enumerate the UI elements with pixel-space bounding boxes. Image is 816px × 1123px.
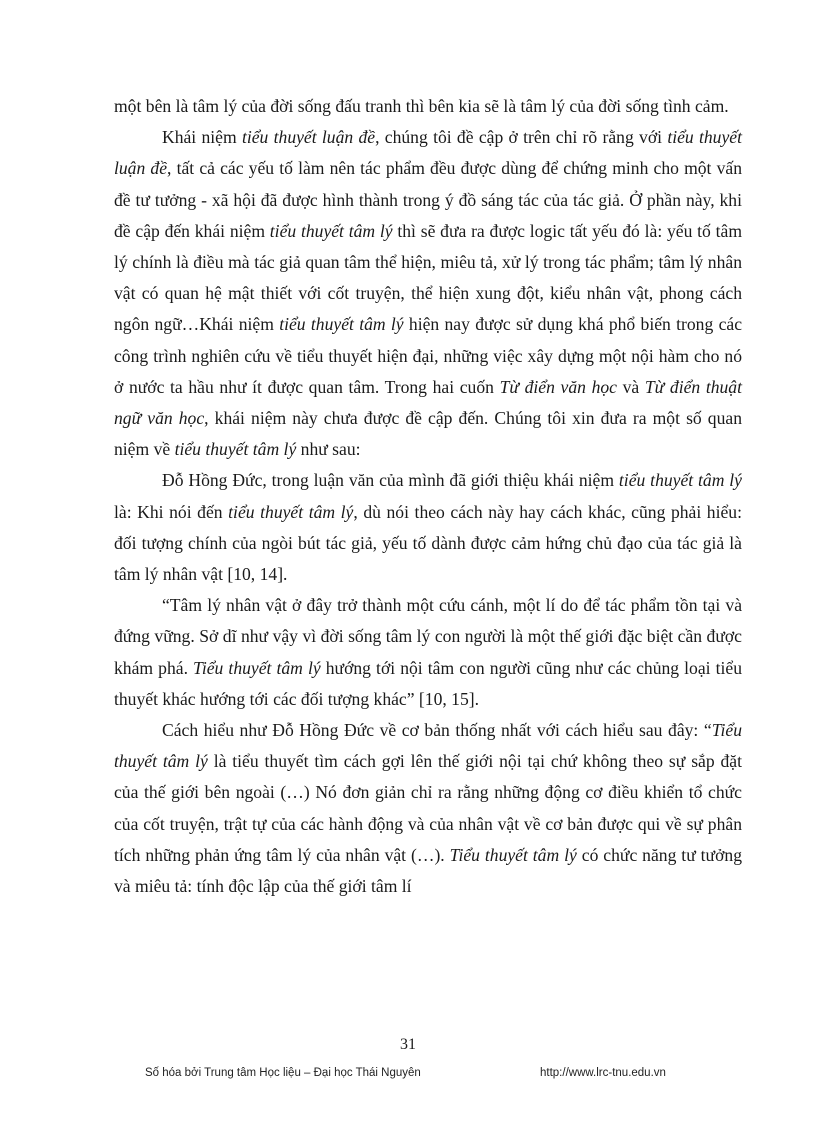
text-run: hướng tới nội tâm con người cũng như các chủng loại tiểu thuyết khác hướng tới các đối tượng khác” [10, 15]. (114, 657, 742, 709)
paragraph (114, 590, 742, 715)
text-run: một bên là tâm lý của đời sống đấu tranh thì bên kia sẽ là tâm lý của đời sống tình cảm. (114, 96, 729, 116)
text-run: như sau: (296, 439, 361, 460)
italic-term: tiểu thuyết tâm lý (174, 439, 297, 460)
text-run: , chúng tôi đề cập ở trên chỉ rõ rằng với (375, 127, 668, 148)
text-run: có chức năng tư tưởng và miêu tả: tính độc lập của thế giới tâm lí (114, 844, 742, 897)
text-run: , khái niệm này chưa được đề cập đến. Chúng tôi xin đưa ra một số quan niệm về (114, 408, 742, 460)
text-run: “Tâm lý nhân vật ở đây trở thành một cứu cánh, một lí do để tác phẩm tồn tại và đứng vững. Sở dĩ như vậy vì đời sống tâm lý con người là một thế giới đặc biệt cần được khám phá. (114, 595, 742, 678)
italic-term: Từ điển thuật ngữ văn học (114, 376, 742, 429)
paragraph (114, 715, 742, 902)
text-run: hiện nay được sử dụng khá phổ biến trong các công trình nghiên cứu về tiểu thuyết hiện đại, những việc xây dựng một nội hàm cho nó ở nước ta hầu như ít được quan tâm. Trong hai cuốn (114, 314, 742, 397)
text-run: Cách hiểu như Đỗ Hồng Đức về cơ bản thống nhất với cách hiểu sau đây: “ (162, 720, 712, 741)
text-run: , tất cả các yếu tố làm nên tác phẩm đều được dùng để chứng minh cho một vấn đề tư tưởng - xã hội đã được hình thành trong ý đồ sáng tác của tác giả. Ở phần này, khi đề cập đến khái niệm (114, 158, 742, 241)
italic-term: tiểu thuyết tâm lý (228, 501, 354, 522)
text-run: Đỗ Hồng Đức, trong luận văn của mình đã giới thiệu khái niệm (162, 470, 619, 491)
italic-term: Tiểu thuyết tâm lý (114, 720, 742, 772)
footer-url: http://www.lrc-tnu.edu.vn (540, 1067, 666, 1079)
body-text (114, 91, 742, 902)
text-run: , dù nói theo cách này hay cách khác, cũng phải hiểu: đối tượng chính của ngòi bút tác giả, yếu tố dành được cảm hứng chủ đạo của tác giả là tâm lý nhân vật [10, 14]. (114, 501, 742, 585)
italic-term: tiểu thuyết luận đề (114, 127, 742, 179)
page-number: 31 (400, 1036, 416, 1053)
italic-term: tiểu thuyết tâm lý (269, 220, 393, 241)
text-run: và (616, 376, 645, 397)
italic-term: tiểu thuyết tâm lý (279, 314, 404, 335)
italic-term: Tiểu thuyết tâm lý (193, 657, 321, 678)
italic-term: Từ điển văn học (499, 376, 617, 397)
text-run: Khái niệm (162, 127, 242, 148)
text-run: là tiểu thuyết tìm cách gợi lên thế giới nội tại chứ không theo sự sắp đặt của thế giới bên ngoài (…) Nó đơn giản chỉ ra rằng những động cơ điều khiển tổ chức của cốt truyện, trật tự của các hành động và của nhân vật về cơ bản được qui về sự phân tích những phản ứng tâm lý của nhân vật (…). (114, 751, 743, 865)
paragraph-continuation (114, 91, 742, 122)
text-run: là: Khi nói đến (114, 501, 229, 522)
italic-term: tiểu thuyết luận đề (241, 127, 376, 148)
paragraph (114, 465, 742, 590)
italic-term: Tiểu thuyết tâm lý (449, 844, 577, 865)
paragraph (114, 122, 742, 465)
italic-term: tiểu thuyết tâm lý (618, 470, 742, 491)
footer-credit: Số hóa bởi Trung tâm Học liệu – Đại học Thái Nguyên (145, 1067, 421, 1079)
text-run: thì sẽ đưa ra được logic tất yếu đó là: yếu tố tâm lý chính là điều mà tác giả quan tâm thể hiện, miêu tả, xử lý trong tác phẩm; tâm lý nhân vật có quan hệ mật thiết với cốt truyện, thể hiện xung đột, kiểu nhân vật, phong cách ngôn ngữ…Khái niệm (114, 220, 743, 335)
